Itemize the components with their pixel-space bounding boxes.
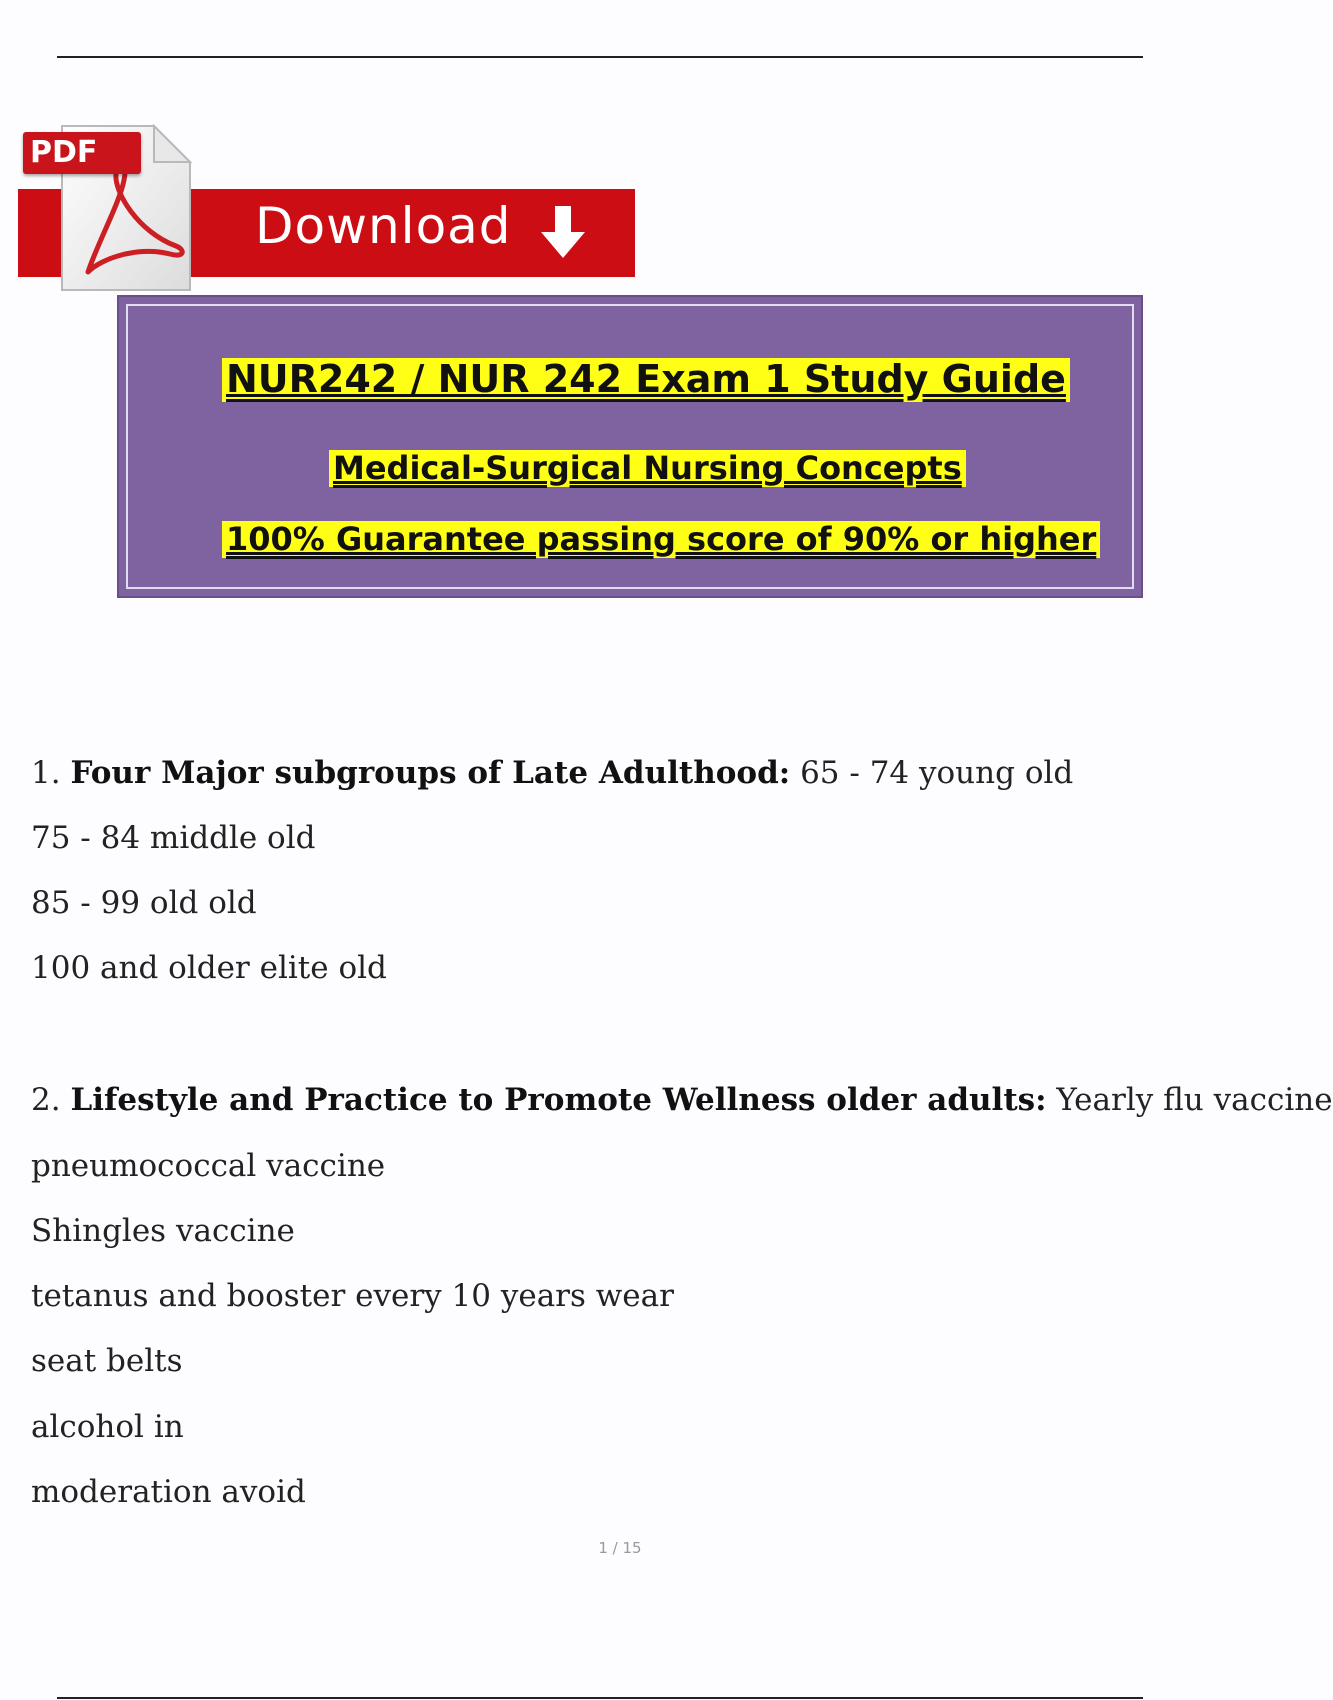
section-heading: Lifestyle and Practice to Promote Wellness older adults: — [70, 1082, 1047, 1118]
section-1-heading-line — [31, 755, 1073, 791]
download-arrow-icon[interactable] — [541, 206, 585, 260]
list-item: pneumococcal vaccine — [31, 1148, 386, 1184]
section-number: 1. — [31, 755, 61, 791]
pdf-label: PDF — [30, 135, 98, 170]
document-subtitle: Medical-Surgical Nursing Concepts — [329, 450, 966, 487]
bottom-rule — [57, 1697, 1143, 1699]
list-item: alcohol in — [31, 1409, 184, 1445]
list-item: 100 and older elite old — [31, 950, 387, 986]
section-first-line: Yearly flu vaccine — [1056, 1082, 1333, 1118]
page-indicator: 1 / 15 — [598, 1539, 642, 1557]
section-heading: Four Major subgroups of Late Adulthood: — [70, 755, 791, 791]
list-item: moderation avoid — [31, 1474, 306, 1510]
list-item: Shingles vaccine — [31, 1213, 295, 1249]
document-title: NUR242 / NUR 242 Exam 1 Study Guide — [222, 358, 1070, 402]
section-2-heading-line — [31, 1082, 1333, 1118]
list-item: seat belts — [31, 1343, 183, 1379]
download-label[interactable]: Download — [255, 197, 512, 255]
list-item: 75 - 84 middle old — [31, 820, 316, 856]
section-first-line: 65 - 74 young old — [800, 755, 1074, 791]
top-rule — [57, 56, 1143, 58]
document-tagline: 100% Guarantee passing score of 90% or higher — [222, 521, 1100, 558]
section-number: 2. — [31, 1082, 61, 1118]
list-item: tetanus and booster every 10 years wear — [31, 1278, 674, 1314]
list-item: 85 - 99 old old — [31, 885, 257, 921]
